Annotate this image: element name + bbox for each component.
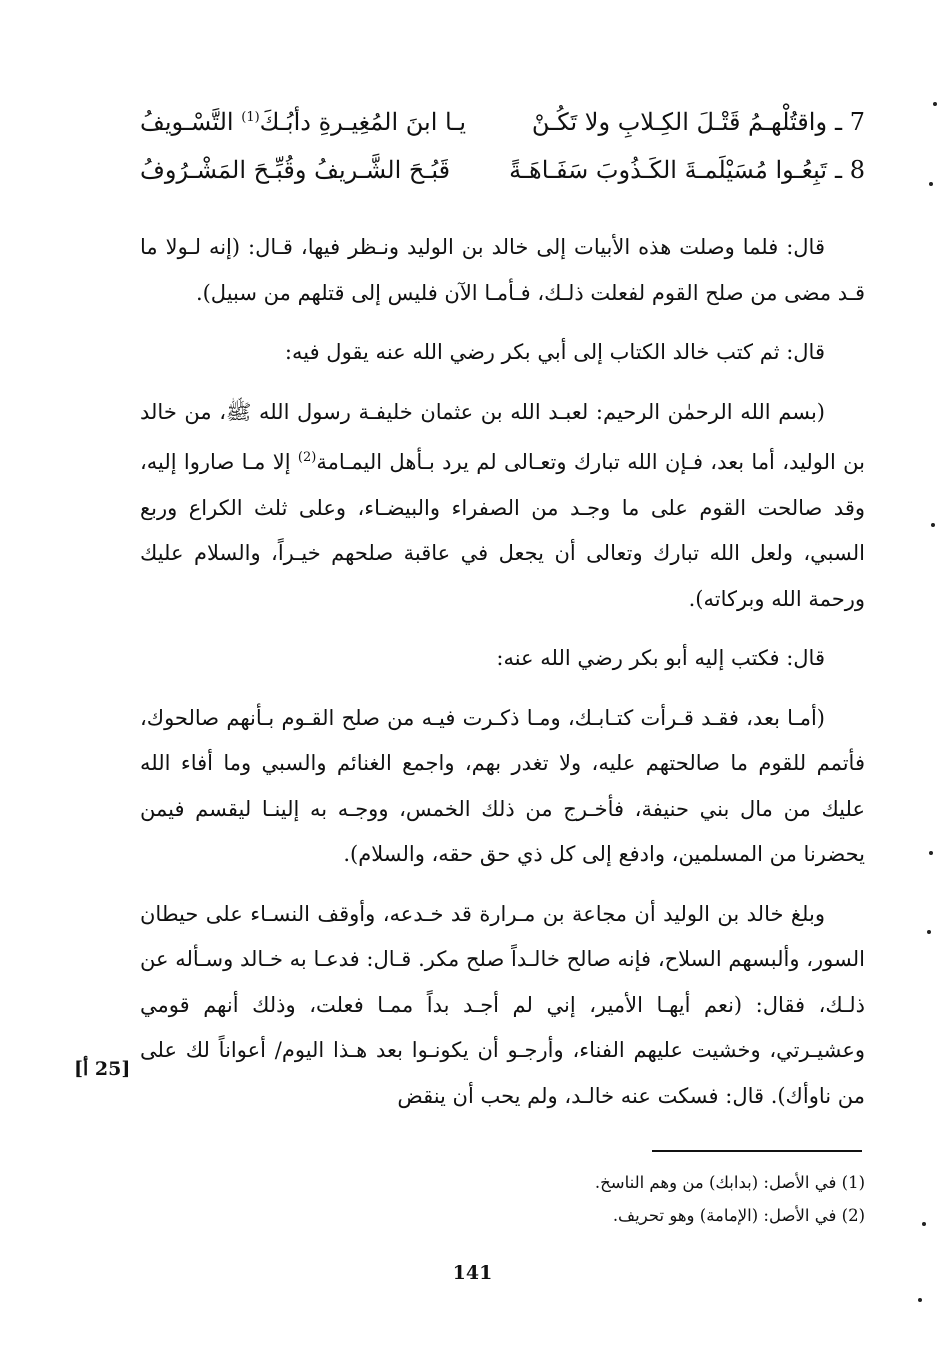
hemistich-text: واقتُلْهـمُ قَتْـلَ الكِـلابِ ولا تَكُـنْ [531,108,828,136]
footnotes [440,1166,865,1232]
scan-speck [933,102,937,106]
first-hemistich [532,108,865,136]
paragraph: قال: ثم كتب خالد الكتاب إلى أبي بكر رضي الله عنه يقول فيه: [284,340,825,364]
footnote-ref: (1) [241,110,260,125]
paragraph: قال: فلما وصلت هذه الأبيات إلى خالد بن الوليد ونـظر فيها، قـال: (إنه لـولا ما قـد مضى من صلح القوم لفعلت ذلـك، فـأمـا الآن فليس إلى قتلهم من سبيل). [140,235,865,305]
verse-line [140,108,865,156]
footnote-divider [652,1150,862,1152]
poem-verses [140,108,865,204]
paragraph-text: (بسم الله الرحمٰن الرحيم: لعبـد الله بن عثمان خليفـة رسول الله ﷺ، من خالد بن الوليد، أما بعد، فـإن الله تبارك وتعـالى لم يرد بـأهل اليمـامة [140,399,866,474]
folio-marker: [25 أ] [74,1058,131,1080]
hemistich-text: قَبُـحَ الشَّـريفُ وقُبِّـحَ المَشْـرُوفُ [140,156,451,184]
footnote: (1) في الأصل: (بدابك) من وهم الناسخ. [594,1173,865,1192]
scan-speck [929,182,933,186]
paragraph-text: إلا مـا صاروا إليه، وقد صالحت القوم على ما وجـد من الصفراء والبيضـاء، وعلى ثلث الكراع وربع السبي، ولعل الله تبارك وتعالى أن يجعل في عاقبة صلحهم خيـراً، والسلام عليك ورحمة الله وبركاته). [140,450,865,611]
verse-number: 7 ـ [835,108,865,136]
footnote-ref: (2) [297,450,317,465]
paragraph: وبلغ خالد بن الوليد أن مجاعة بن مـرارة قد خـدعه، وأوقف النسـاء على حيطان السور، وألبسهم السلاح، فإنه صالح خالـداً صلح مكر. قـال: فدعـا به خـالد وسـأله عن ذلـك، فقال: (نعم أيهـا الأمير، إني لم أجـد بداً ممـا فعلت، وذلك أنهم قومي وعشيـرتي، وخشيت عليهم الفناء، وأرجـو أن يكونـوا بعد هـذا اليوم/ أعواناً لك على من ناوأك). قال: فسكت عنه خالـد، ولم يحب أن ينقض [140,901,865,1108]
main-text [140,225,865,1133]
hemistich-text: تَبِعُـوا مُسَيْلَمـةَ الكَـذُوبَ سَفَـاهَـةً [509,156,828,184]
scan-speck [918,1298,922,1302]
scan-speck [927,930,931,934]
second-hemistich [140,108,466,136]
footnote: (2) في الأصل: (الإمامة) وهو تحريف. [612,1206,865,1225]
paragraph [140,390,865,623]
second-hemistich [140,156,450,184]
paragraph: (أمـا بعد، فقـد قـرأت كتـابـك، ومـا ذكـرت فيـه من صلح القـوم بـأنهم صالحوك، فأتمم للقوم ما صالحتهم عليه، ولا تغدر بهم، واجمع الغنائم والسبي وما أفاء الله عليك من مال بني حنيفة، فأخـرج من ذلك الخمس، ووجـه به إلينـا ليقسم فيمن يحضرنا من المسلمين، وادفع إلى كل ذي حق حقه، والسلام). [140,705,865,866]
paragraph: قال: فكتب إليه أبو بكر رضي الله عنه: [496,646,825,670]
verse-line [140,156,865,204]
scan-speck [929,851,933,855]
page-number: 141 [452,1262,493,1284]
scan-speck [922,1222,926,1226]
scan-speck [931,523,935,527]
hemistich-text: يـا ابنَ المُغِيـرةِ دأبُـكَ [259,108,467,136]
first-hemistich [509,156,865,184]
verse-number: 8 ـ [835,156,865,184]
hemistich-text: التَّسْـويفُ [140,108,234,136]
